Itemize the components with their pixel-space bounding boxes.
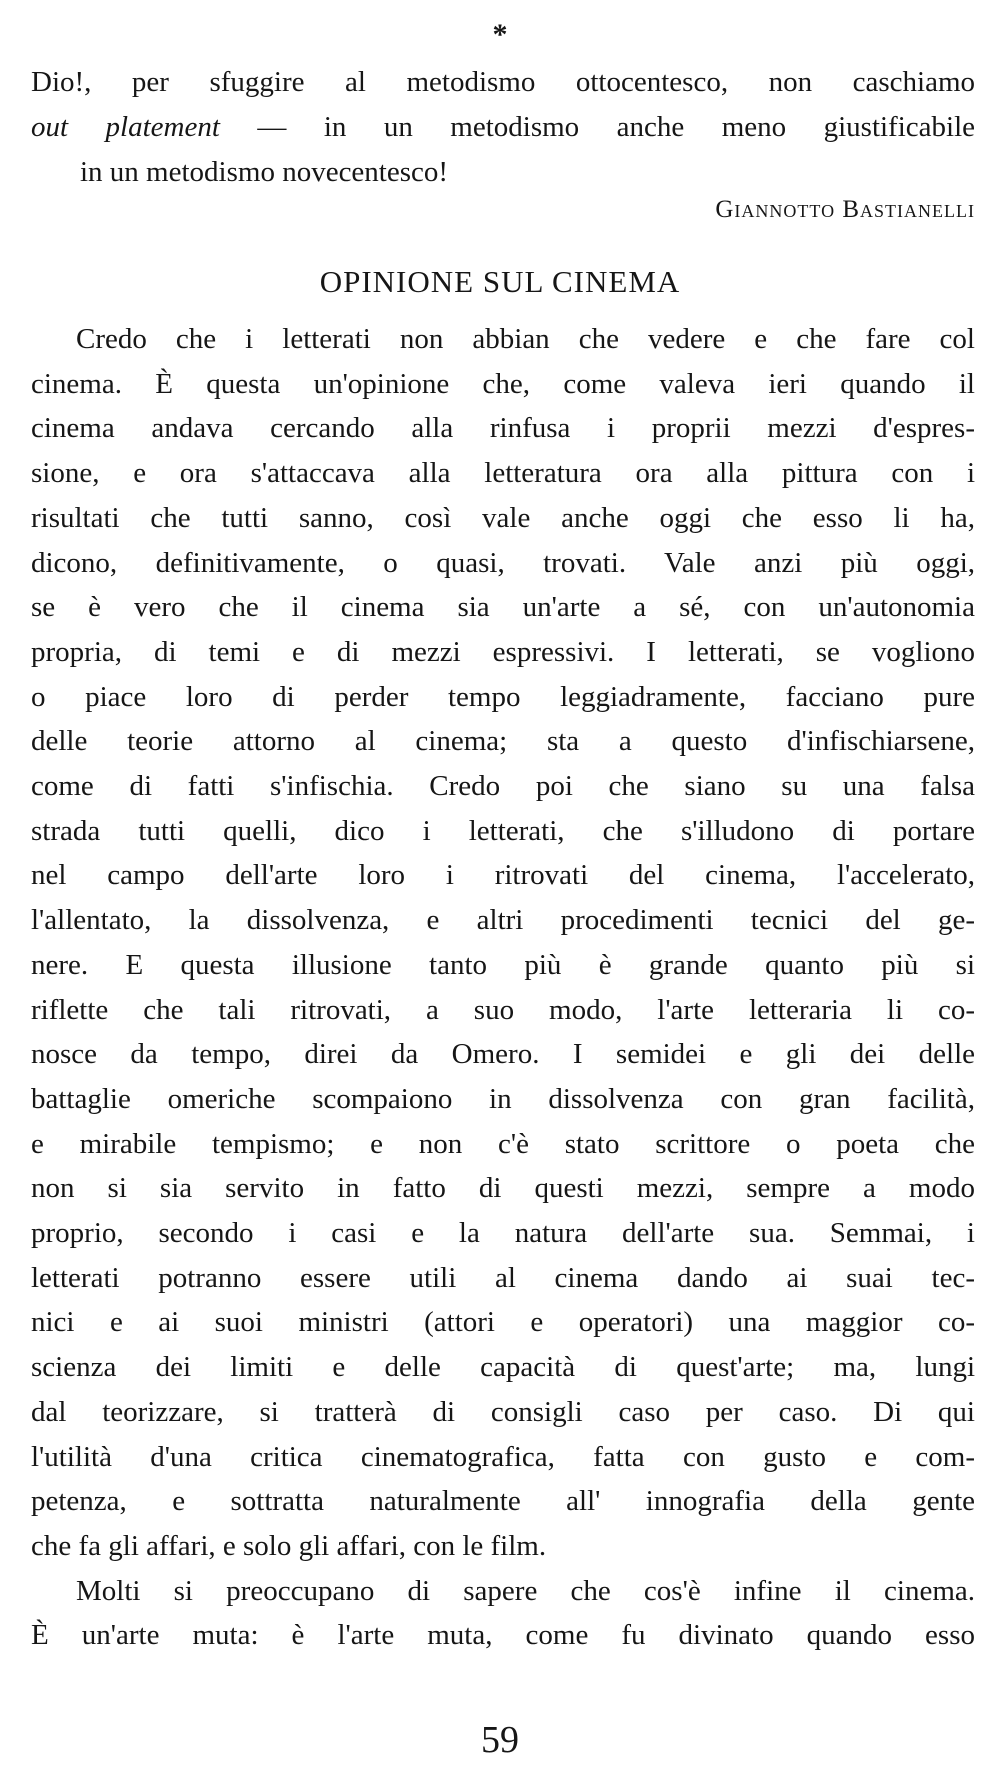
body-line: È un'arte muta: è l'arte muta, come fu divinato quando esso <box>31 1619 975 1652</box>
quote-line-rest: — in un metodismo anche meno giustificabile <box>219 111 976 143</box>
quote-line: Dio!, per sfuggire al metodismo ottocentesco, non caschiamo <box>31 66 975 98</box>
body-line: nici e ai suoi ministri (attori e operatori) una maggior co- <box>31 1306 975 1339</box>
body-line: strada tutti quelli, dico i letterati, che s'illudono di portare <box>31 814 975 847</box>
article-title: OPINIONE SUL CINEMA <box>319 264 681 299</box>
page-number: 59 <box>481 1719 519 1761</box>
body-line: Credo che i letterati non abbian che vedere e che fare col <box>76 323 975 355</box>
body-line: che fa gli affari, e solo gli affari, con le film. <box>31 1529 547 1562</box>
body-line: propria, di temi e di mezzi espressivi. I letterati, se vogliono <box>31 635 975 668</box>
body-line: scienza dei limiti e delle capacità di quest'arte; ma, lungi <box>31 1351 975 1384</box>
body-line: riflette che tali ritrovati, a suo modo, l'arte letteraria li co- <box>31 993 975 1026</box>
body-line: nel campo dell'arte loro i ritrovati del cinema, l'accelerato, <box>31 859 975 892</box>
section-ornament: * <box>492 18 508 51</box>
body-line: nere. E questa illusione tanto più è grande quanto più si <box>31 948 975 981</box>
body-line: cinema andava cercando alla rinfusa i proprii mezzi d'espres- <box>31 412 975 445</box>
body-line: sione, e ora s'attaccava alla letteratura ora alla pittura con i <box>31 457 975 490</box>
body-line: o piace loro di perder tempo leggiadramente, facciano pure <box>31 680 975 713</box>
body-line: risultati che tutti sanno, così vale anche oggi che esso li ha, <box>31 501 975 534</box>
quote-italic: out platement <box>31 111 220 143</box>
body-line: proprio, secondo i casi e la natura dell'arte sua. Semmai, i <box>31 1217 975 1249</box>
author-signature: Giannotto Bastianelli <box>715 196 975 223</box>
body-line: letterati potranno essere utili al cinema dando ai suai tec- <box>31 1261 975 1294</box>
body-line: l'allentato, la dissolvenza, e altri procedimenti tecnici del ge- <box>31 904 975 937</box>
body-line: cinema. È questa un'opinione che, come valeva ieri quando il <box>31 367 975 400</box>
body-line: se è vero che il cinema sia un'arte a sé, con un'autonomia <box>31 591 975 624</box>
body-line: e mirabile tempismo; e non c'è stato scrittore o poeta che <box>31 1127 975 1160</box>
body-line: come di fatti s'infischia. Credo poi che siano su una falsa <box>31 770 975 802</box>
body-line: dal teorizzare, si tratterà di consigli caso per caso. Di qui <box>31 1395 975 1428</box>
body-line: l'utilità d'una critica cinematografica, fatta con gusto e com- <box>31 1440 975 1473</box>
body-line: non si sia servito in fatto di questi mezzi, sempre a modo <box>31 1172 975 1205</box>
body-line: petenza, e sottratta naturalmente all' innografia della gente <box>31 1485 975 1518</box>
quote-line <box>31 109 975 145</box>
body-line: nosce da tempo, direi da Omero. I semidei e gli dei delle <box>31 1038 975 1071</box>
quote-line: in un metodismo novecentesco! <box>80 156 449 188</box>
body-line: battaglie omeriche scompaiono in dissolvenza con gran facilità, <box>31 1082 975 1115</box>
body-line: delle teorie attorno al cinema; sta a questo d'infischiarsene, <box>31 725 975 758</box>
body-line: Molti si preoccupano di sapere che cos'è infine il cinema. <box>76 1574 975 1607</box>
body-line: dicono, definitivamente, o quasi, trovati. Vale anzi più oggi, <box>31 546 975 579</box>
